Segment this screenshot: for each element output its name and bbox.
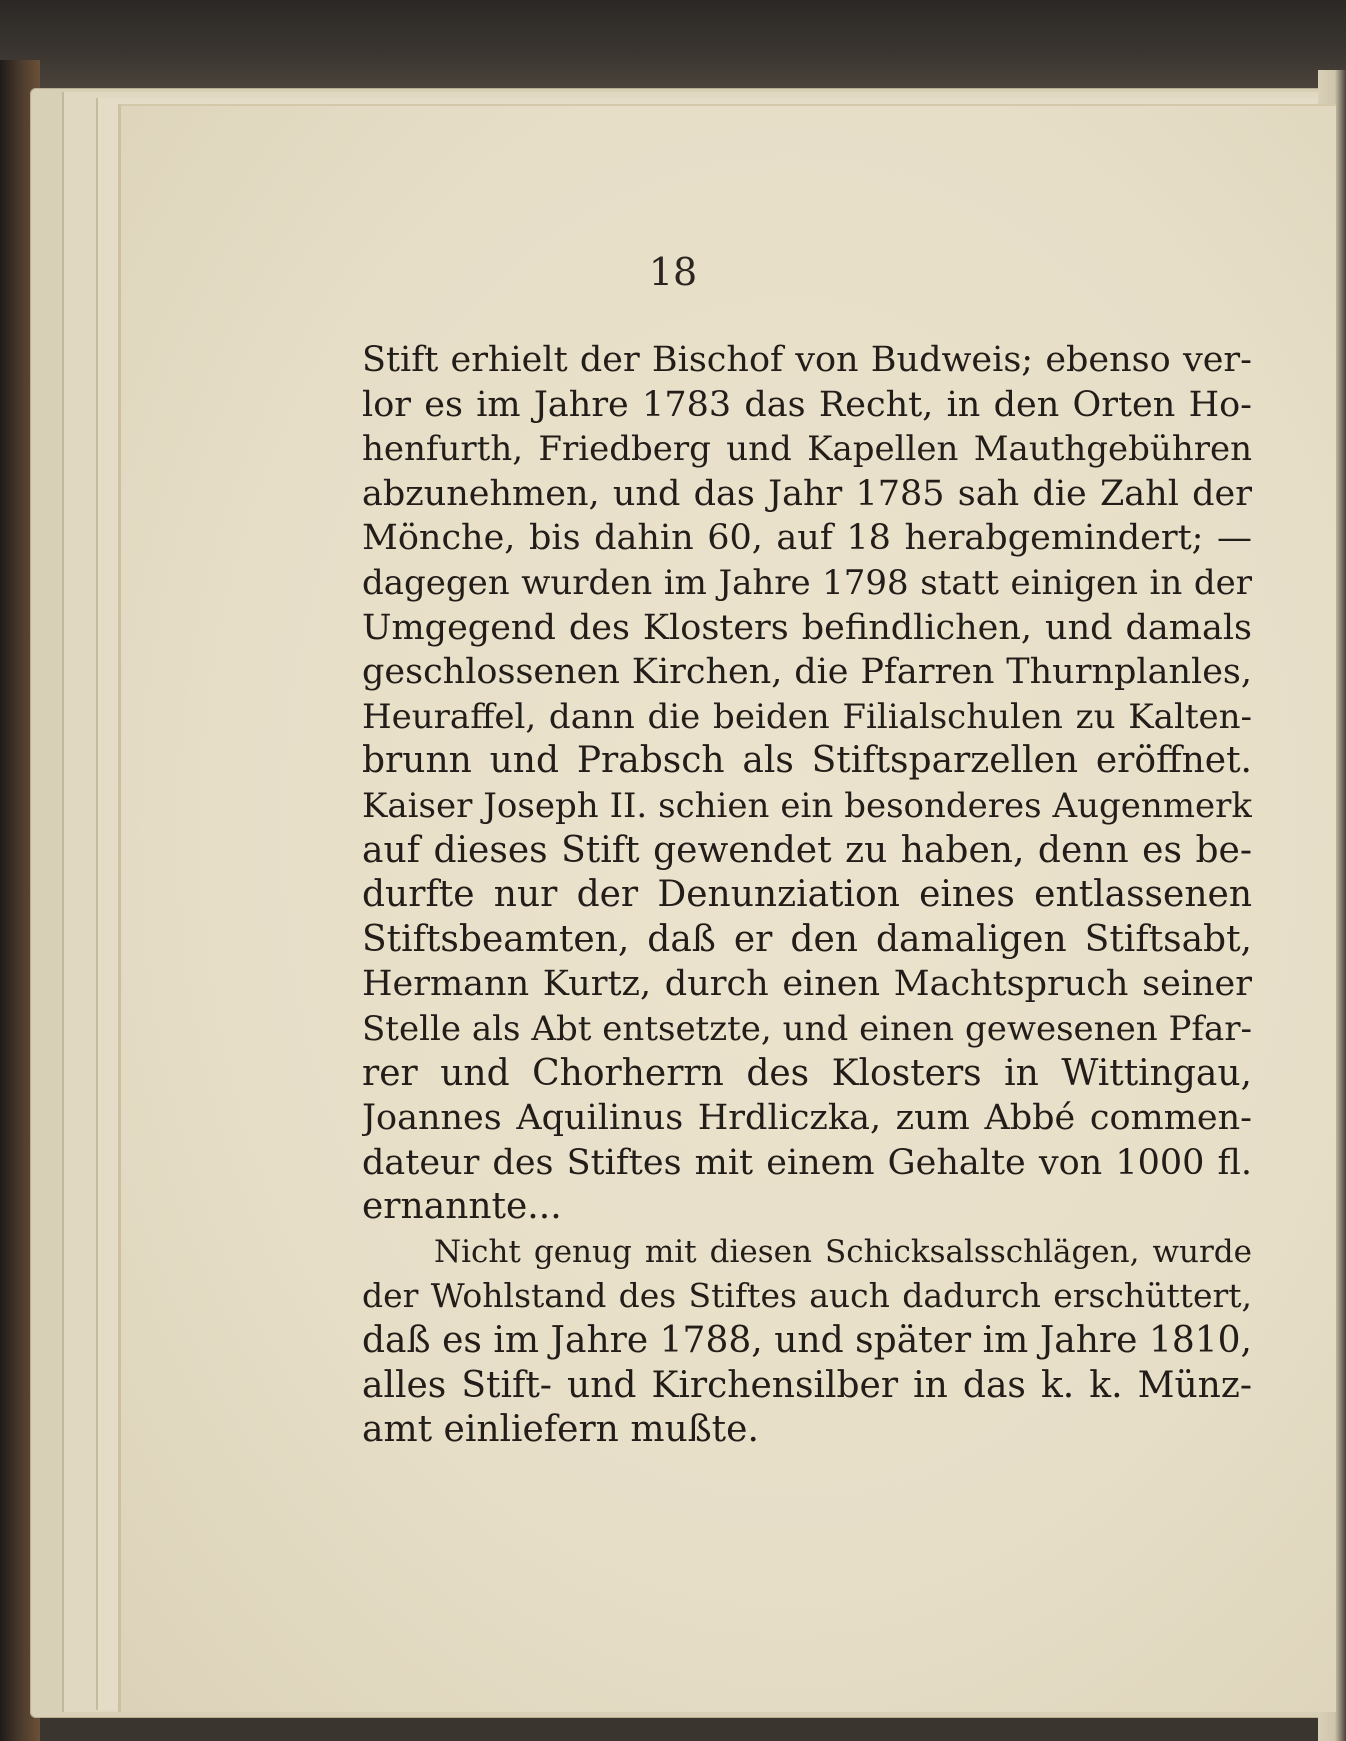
text-line: abzunehmen, und das Jahr 1785 sah die Zahl der bbox=[362, 473, 1252, 514]
text-line: daß es im Jahre 1788, und später im Jahre 1810, bbox=[362, 1320, 1252, 1362]
text-line: Joannes Aquilinus Hrdliczka, zum Abbé commen- bbox=[362, 1098, 1252, 1139]
text-line: henfurth, Friedberg und Kapellen Mauthgebühren bbox=[362, 429, 1252, 470]
text-line: Stift erhielt der Bischof von Budweis; ebenso ver- bbox=[362, 340, 1252, 380]
text-line: Kaiser Joseph II. schien ein besonderes Augenmerk bbox=[362, 785, 1252, 826]
text-line: alles Stift- und Kirchensilber in das k. k. Münz- bbox=[362, 1364, 1252, 1406]
text-line: ernannte... bbox=[362, 1186, 562, 1228]
body-text bbox=[362, 338, 1252, 1453]
page-number: 18 bbox=[648, 250, 698, 294]
text-line: Nicht genug mit diesen Schicksalsschlägen, wurde bbox=[434, 1233, 1252, 1270]
text-line: geschlossenen Kirchen, die Pfarren Thurnplanles, bbox=[362, 652, 1252, 693]
text-line: Mönche, bis dahin 60, auf 18 herabgemindert; — bbox=[362, 518, 1252, 559]
text-line: Hermann Kurtz, durch einen Machtspruch seiner bbox=[362, 964, 1252, 1005]
text-line: dagegen wurden im Jahre 1798 statt einigen in der bbox=[362, 562, 1252, 603]
text-line: dateur des Stiftes mit einem Gehalte von 1000 fl. bbox=[362, 1142, 1252, 1183]
text-line: auf dieses Stift gewendet zu haben, denn es be- bbox=[362, 829, 1252, 871]
text-line: rer und Chorherrn des Klosters in Wittingau, bbox=[362, 1052, 1252, 1094]
text-line: der Wohlstand des Stiftes auch dadurch erschüttert, bbox=[362, 1276, 1252, 1316]
text-line: Stelle als Abt entsetzte, und einen gewesenen Pfar- bbox=[362, 1008, 1252, 1049]
text-line: brunn und Prabsch als Stiftsparzellen eröffnet. bbox=[362, 740, 1252, 782]
text-line: amt einliefern mußte. bbox=[362, 1409, 759, 1451]
text-line: Stiftsbeamten, daß er den damaligen Stiftsabt, bbox=[362, 918, 1252, 960]
text-line: durfte nur der Denunziation eines entlassenen bbox=[362, 874, 1252, 916]
text-line: Heuraffel, dann die beiden Filialschulen zu Kalten- bbox=[362, 696, 1252, 737]
text-line: lor es im Jahre 1783 das Recht, in den Orten Ho- bbox=[362, 384, 1252, 425]
text-line: Umgegend des Klosters befindlichen, und damals bbox=[362, 607, 1252, 648]
